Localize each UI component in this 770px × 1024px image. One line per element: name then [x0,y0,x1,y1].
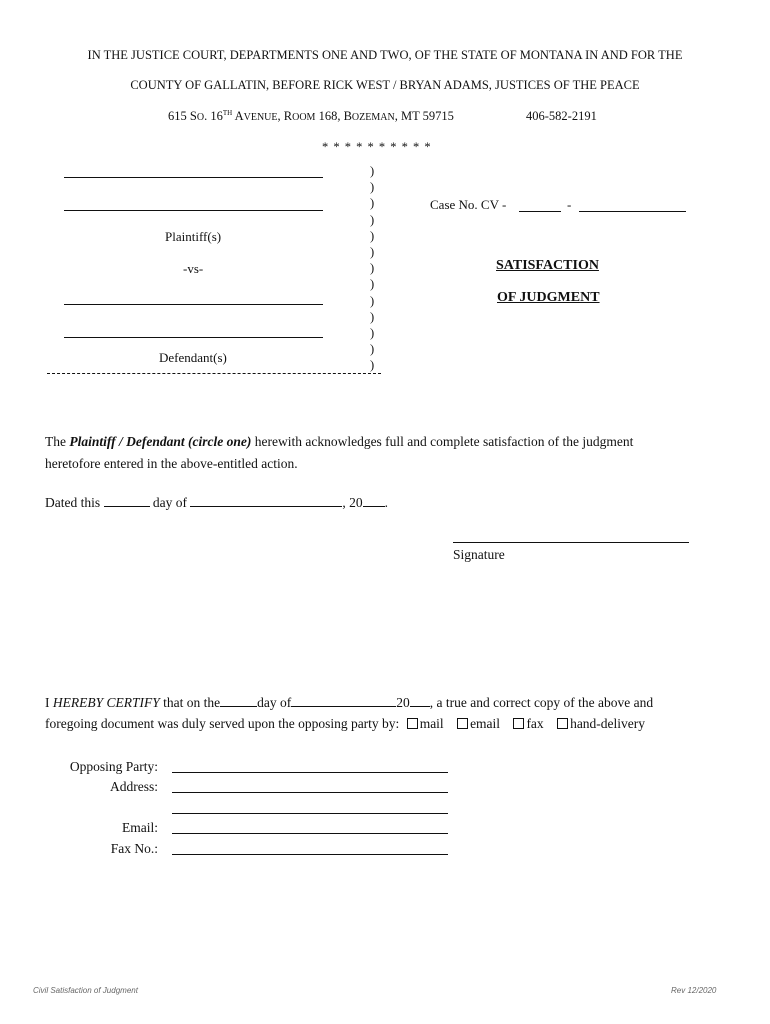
court-address [168,109,454,124]
document-title-line-1: SATISFACTION [496,258,599,273]
separator-stars: * * * * * * * * * * [322,140,432,154]
address-part: , R [277,109,293,124]
hand-delivery-checkbox[interactable] [557,718,568,729]
dated-this-label: Dated this [45,495,101,510]
footer-form-name: Civil Satisfaction of Judgment [33,986,138,995]
plaintiff-label: Plaintiff(s) [165,229,222,244]
plaintiff-name-line-2[interactable] [64,210,323,211]
plaintiff-name-line-1[interactable] [64,177,323,178]
address-number: 615 [168,109,187,124]
opposing-party-label: Opposing Party: [69,759,158,774]
case-number-separator: - [567,197,572,212]
address-field-2[interactable] [172,813,448,814]
dated-line [45,494,388,511]
address-label: Address: [110,779,158,794]
acknowledgement-line-2: heretofore entered in the above-entitled action. [45,456,298,471]
cert-year-label: 20 [396,695,410,710]
fax-field[interactable] [172,854,448,855]
acknowledgement-line-1 [45,434,633,450]
year-prefix: , 20 [342,495,363,510]
address-part: A [232,109,244,124]
fax-label: fax [526,716,544,731]
email-label: email [470,716,501,731]
ack-rest: herewith acknowledges full and complete satisfaction of the judgment [251,434,634,449]
fax-checkbox[interactable] [513,718,524,729]
court-header-line-1: IN THE JUSTICE COURT, DEPARTMENTS ONE AND TWO, OF THE STATE OF MONTANA IN AND FOR THE [87,48,683,62]
address-part: . 16 [204,109,223,124]
dated-month-field[interactable] [190,494,342,507]
cert-prefix: I [45,695,53,710]
signature-line[interactable] [453,542,689,543]
court-header-line-2: COUNTY OF GALLATIN, BEFORE RICK WEST / BRYAN ADAMS, JUSTICES OF THE PEACE [130,78,640,92]
case-number-field-1[interactable] [519,211,561,212]
party-selection[interactable]: Plaintiff / Defendant (circle one) [69,434,252,449]
vs-label: -vs- [183,261,204,276]
address-part: O [196,112,205,124]
hand-delivery-label: hand-delivery [570,716,646,731]
certificate-line-1 [45,694,653,711]
caption-bottom-rule [47,373,381,374]
dated-day-field[interactable] [104,494,150,507]
email-field[interactable] [172,833,448,834]
signature-label: Signature [453,547,505,562]
fax-label: Fax No.: [110,841,158,856]
case-number-field-2[interactable] [579,211,686,212]
mail-checkbox[interactable] [407,718,418,729]
address-part: , MT 59715 [394,109,454,124]
address-part: OOM [292,112,316,124]
hereby-certify: HEREBY CERTIFY [52,695,160,710]
cert-day-of: day of [257,695,292,710]
that-on-the: that on the [159,695,221,710]
defendant-label: Defendant(s) [159,350,227,365]
email-checkbox[interactable] [457,718,468,729]
case-number-label: Case No. CV - [430,197,507,212]
ack-prefix: The [45,434,70,449]
caption-parentheses: ) ) ) ) ) ) ) ) ) ) ) ) ) [370,164,375,373]
email-label: Email: [122,820,158,835]
court-phone: 406-582-2191 [526,109,597,123]
address-part: TH [222,109,233,117]
certificate-line-2 [45,716,645,732]
cert-year-field[interactable] [410,694,430,707]
address-field-1[interactable] [172,792,448,793]
address-part: S [189,109,197,124]
footer-revision: Rev 12/2020 [671,986,717,995]
day-of-label: day of [152,495,187,510]
address-part: VENUE [243,112,278,124]
document-title-line-2: OF JUDGMENT [497,290,600,305]
address-part: OZEMAN [351,112,395,124]
service-text: foregoing document was duly served upon the opposing party by: [45,716,400,731]
cert-rest: , a true and correct copy of the above and [429,695,654,710]
dated-year-field[interactable] [363,494,385,507]
opposing-party-field[interactable] [172,772,448,773]
defendant-name-line-2[interactable] [64,337,323,338]
cert-month-field[interactable] [291,694,396,707]
cert-day-field[interactable] [220,694,257,707]
defendant-name-line-1[interactable] [64,304,323,305]
address-part: 168, B [315,109,352,124]
mail-label: mail [419,716,444,731]
year-suffix: . [384,495,388,510]
